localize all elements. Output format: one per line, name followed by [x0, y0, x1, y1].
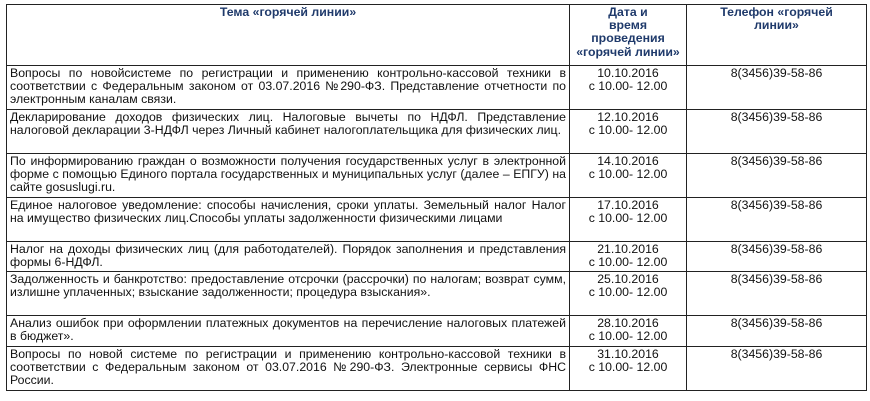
time-value: с 10.00- 12.00	[588, 285, 668, 300]
phone-cell: 8(3456)39-58-86	[687, 347, 867, 391]
time-value: с 10.00- 12.00	[588, 329, 668, 344]
phone-cell: 8(3456)39-58-86	[687, 110, 867, 154]
date-cell	[570, 154, 687, 198]
topic-cell: Налог на доходы физических лиц (для работодателей). Порядок заполнения и представления формы 6-НДФЛ.	[7, 242, 570, 272]
topic-cell: По информированию граждан о возможности получения государственных услуг в электронной форме с помощью Единого портала государственных и муниципальных услуг (далее – ЕПГУ) на сайте gosuslugi.ru.	[7, 154, 570, 198]
date-cell	[570, 242, 687, 272]
topic-cell: Декларирование доходов физических лиц. Налоговые вычеты по НДФЛ. Представление налоговой декларации 3-НДФЛ через Личный кабинет налогоплательщика для физических лиц.	[7, 110, 570, 154]
header-phone	[687, 5, 867, 66]
header-phone-line: линии»	[754, 18, 799, 33]
table-row	[7, 66, 867, 110]
time-value: с 10.00- 12.00	[588, 167, 668, 182]
topic-cell: Анализ ошибок при оформлении платежных документов на перечисление налоговых платежей в бюджет».	[7, 316, 570, 347]
header-datetime	[570, 5, 687, 66]
date-cell	[570, 272, 687, 316]
table-row	[7, 347, 867, 391]
topic-cell: Единое налоговое уведомление: способы начисления, сроки уплаты. Земельный налог Налог на имущество физических лиц.Способы уплаты задолженности физическими лицами	[7, 198, 570, 242]
date-cell	[570, 66, 687, 110]
time-value: с 10.00- 12.00	[588, 79, 668, 94]
header-datetime-line: Дата и	[608, 5, 648, 19]
date-value: 28.10.2016	[597, 316, 659, 330]
date-cell	[570, 110, 687, 154]
table-row	[7, 110, 867, 154]
date-cell	[570, 316, 687, 347]
header-topic: Тема «горячей линии»	[7, 5, 570, 66]
header-datetime-line: время	[608, 18, 648, 33]
topic-cell: Задолженность и банкротство: предоставление отсрочки (рассрочки) по налогам; возврат сумм, излишне уплаченных; взыскание задолженности; процедура взыскания».	[7, 272, 570, 316]
topic-cell: Вопросы по новойсистеме по регистрации и применению контрольно-кассовой техники в соответствии с Федеральным законом от 03.07.2016 №290-ФЗ. Представление отчетности по электронным каналам связи.	[7, 66, 570, 110]
time-value: с 10.00- 12.00	[588, 211, 668, 226]
date-value: 17.10.2016	[597, 198, 659, 212]
phone-cell: 8(3456)39-58-86	[687, 66, 867, 110]
time-value: с 10.00- 12.00	[588, 255, 668, 270]
header-phone-line: Телефон «горячей	[720, 5, 833, 19]
table-row	[7, 198, 867, 242]
header-row	[7, 5, 867, 66]
hotline-schedule-table	[6, 4, 867, 391]
date-cell	[570, 347, 687, 391]
table-header	[7, 5, 867, 66]
table-row	[7, 154, 867, 198]
phone-cell: 8(3456)39-58-86	[687, 316, 867, 347]
topic-cell: Вопросы по новой системе по регистрации и применению контрольно-кассовой техники в соответствии с Федеральным законом от 03.07.2016 №290-ФЗ. Электронные сервисы ФНС России.	[7, 347, 570, 391]
date-cell	[570, 198, 687, 242]
header-datetime-line: проведения	[591, 31, 665, 46]
date-value: 14.10.2016	[597, 154, 659, 168]
time-value: с 10.00- 12.00	[588, 360, 668, 375]
table-body	[7, 66, 867, 391]
date-value: 25.10.2016	[597, 272, 659, 286]
table-row	[7, 242, 867, 272]
time-value: с 10.00- 12.00	[588, 123, 668, 138]
table-row	[7, 272, 867, 316]
phone-cell: 8(3456)39-58-86	[687, 272, 867, 316]
phone-cell: 8(3456)39-58-86	[687, 198, 867, 242]
phone-cell: 8(3456)39-58-86	[687, 242, 867, 272]
table-row	[7, 316, 867, 347]
date-value: 10.10.2016	[597, 66, 659, 80]
date-value: 21.10.2016	[597, 242, 659, 256]
header-datetime-line: «горячей линии»	[576, 44, 680, 59]
phone-cell: 8(3456)39-58-86	[687, 154, 867, 198]
date-value: 31.10.2016	[597, 347, 659, 361]
date-value: 12.10.2016	[597, 110, 659, 124]
